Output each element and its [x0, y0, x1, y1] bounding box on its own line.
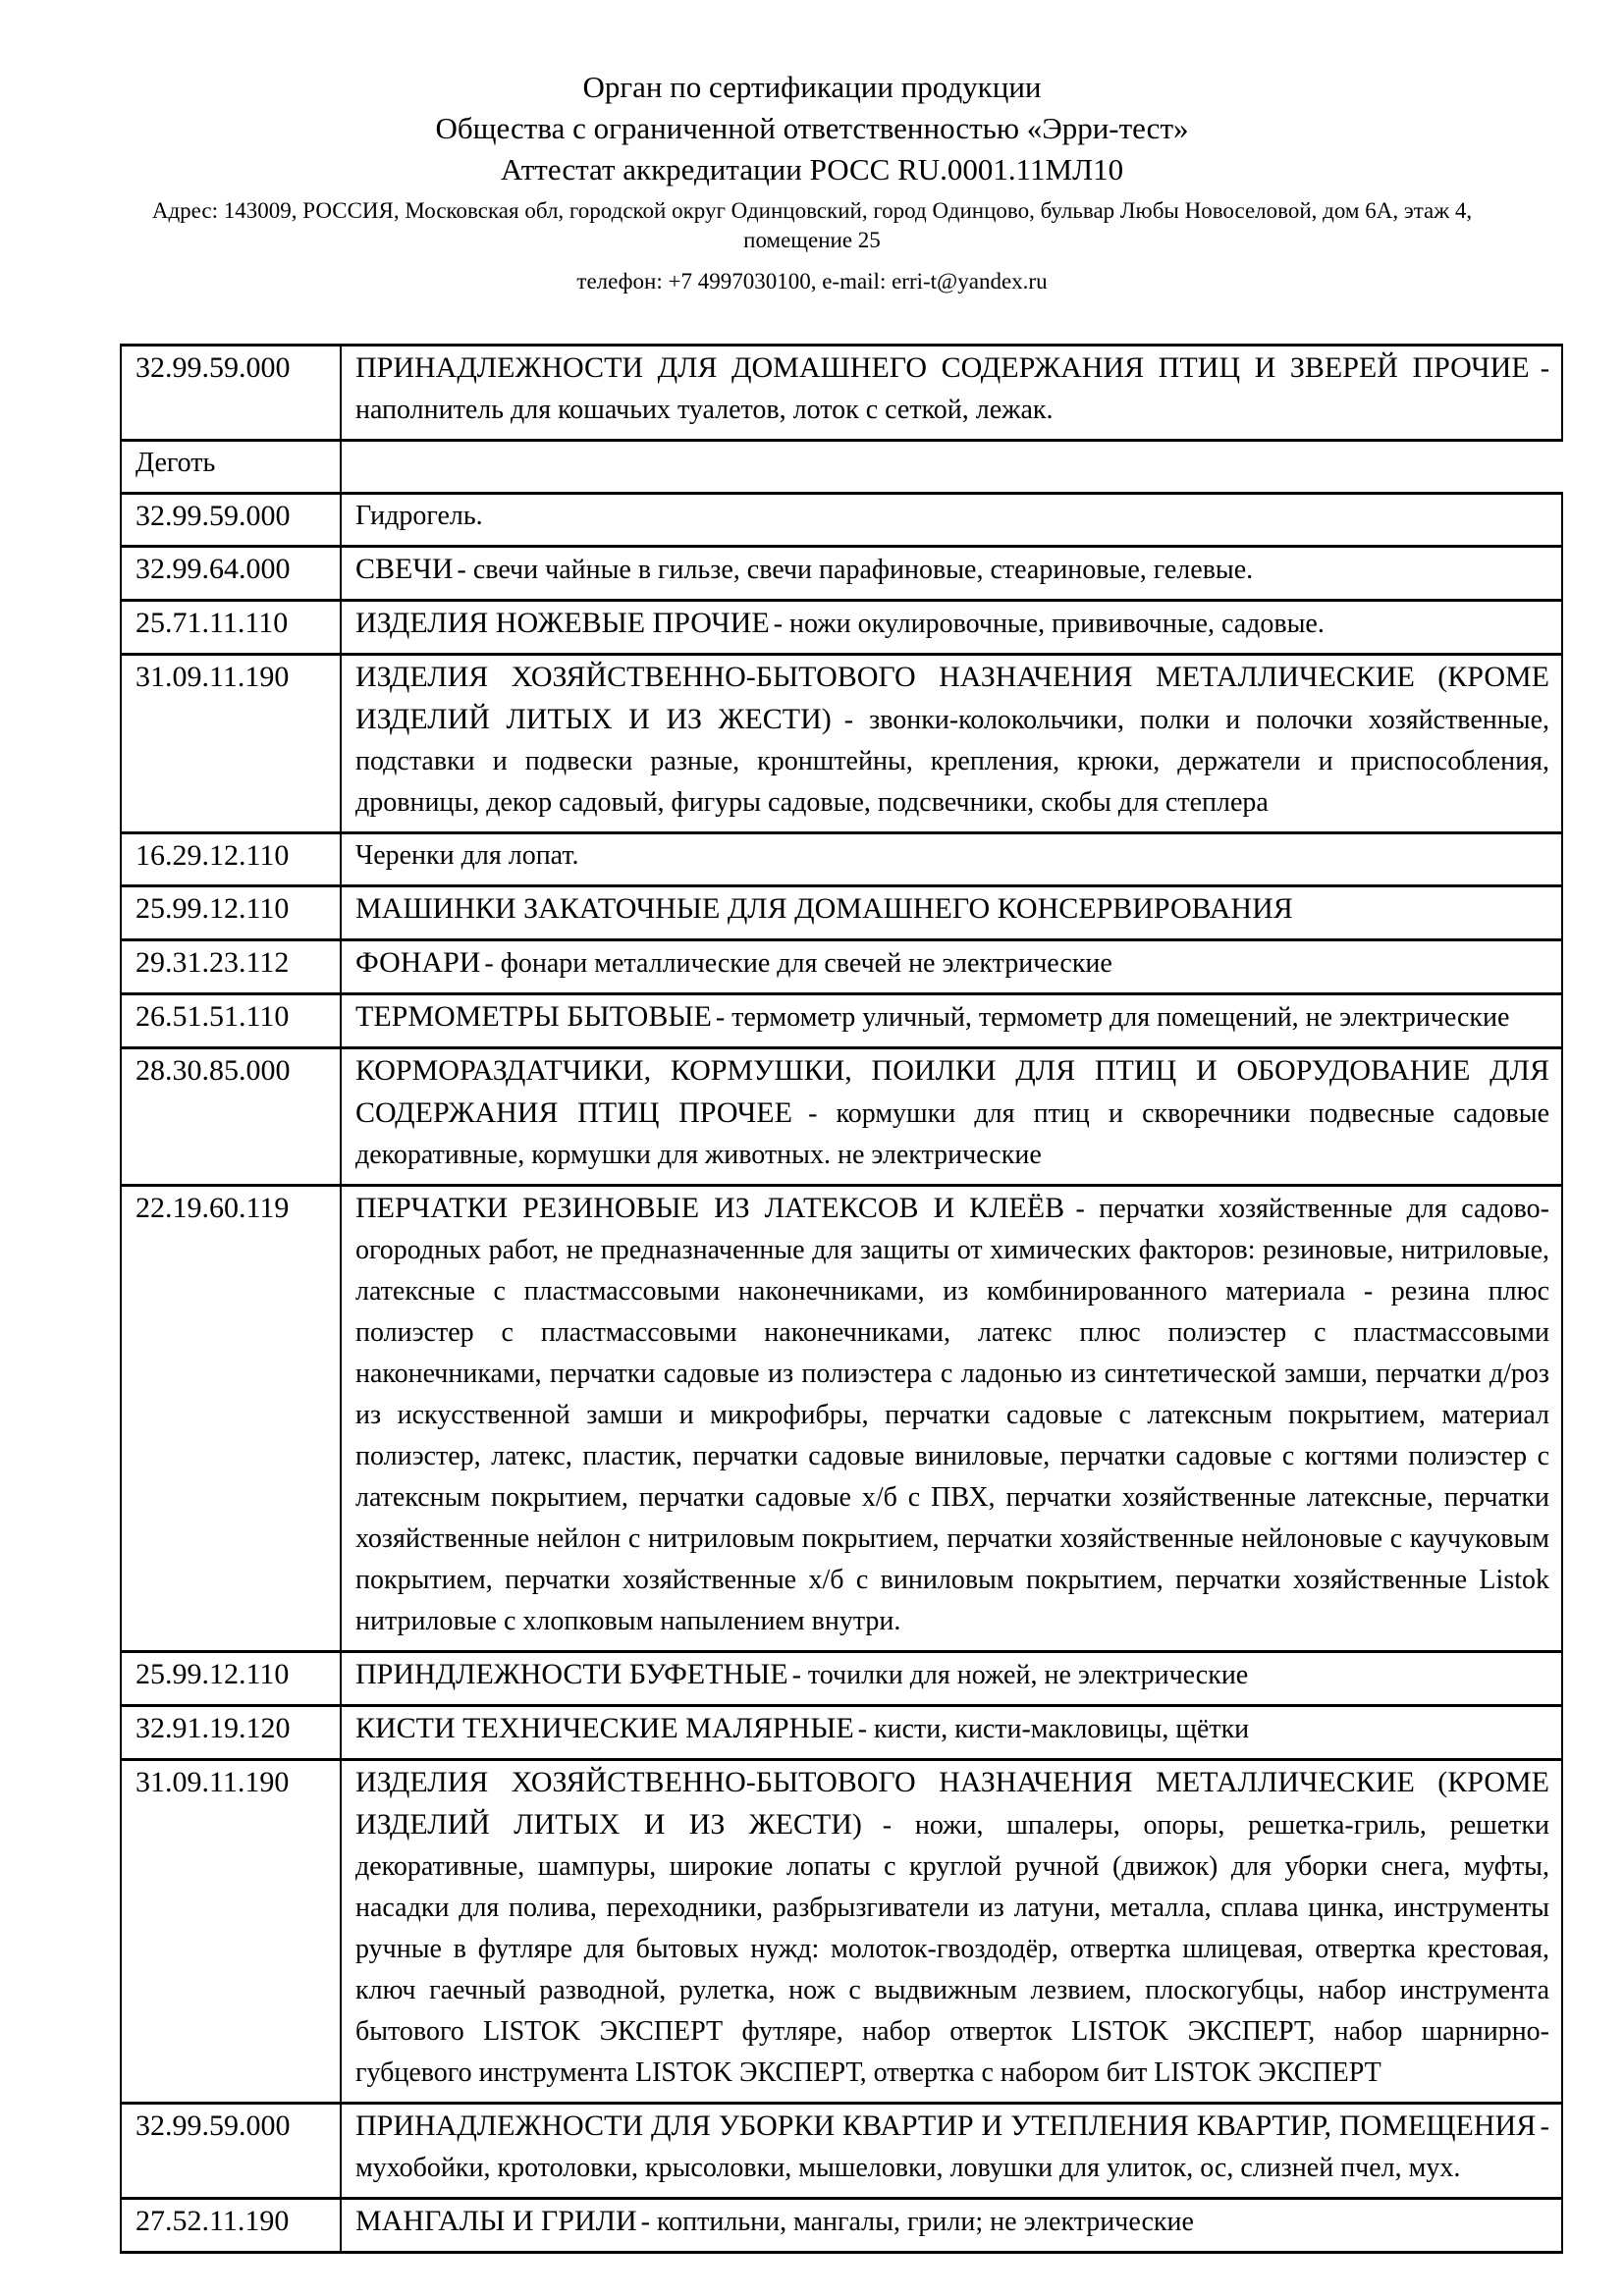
- table-row: [121, 601, 1562, 655]
- product-code-cell: 25.99.12.110: [121, 1652, 341, 1706]
- table-row: [121, 547, 1562, 601]
- table-row: [121, 1706, 1562, 1760]
- category-title: КИСТИ ТЕХНИЧЕСКИЕ МАЛЯРНЫЕ: [355, 1712, 854, 1744]
- table-row: [121, 886, 1562, 940]
- product-description-cell: [341, 994, 1562, 1048]
- document-header: [0, 0, 1624, 296]
- table-row: [121, 940, 1562, 994]
- product-description-cell: [341, 886, 1562, 940]
- product-code-cell: 29.31.23.112: [121, 940, 341, 994]
- table-row: [121, 441, 1562, 494]
- product-description-cell: [341, 494, 1562, 547]
- table-row: [121, 655, 1562, 833]
- category-description: - ножи, шпалеры, опоры, решетка-гриль, решетки декоративные, шампуры, широкие лопаты с круглой ручной (движок) для уборки снега, муфты, насадки для полива, переходники, разбрызгиватели из латуни, металла, сплава цинка, инструменты ручные в футляре для бытовых нужд: молоток-гвоздодёр, отвертка шлицевая, отвертка крестовая, ключ гаечный разводной, рулетка, нож с выдвижным лезвием, плоскогубцы, набор инструмента бытового LISTOK ЭКСПЕРТ футляре, набор отверток LISTOK ЭКСПЕРТ, набор шарнирно-губцевого инструмента LISTOK ЭКСПЕРТ, отвертка с набором бит LISTOK ЭКСПЕРТ: [355, 1810, 1549, 2088]
- product-codes-table-body: [121, 346, 1562, 2253]
- table-row: [121, 1186, 1562, 1652]
- category-description: - перчатки хозяйственные для садово-огородных работ, не предназначенные для защиты от химических факторов: резиновые, нитриловые, латексные с пластмассовыми наконечниками, из комбинированного материала - резина плюс полиэстер с пластмассовыми наконечниками, латекс плюс полиэстер с пластмассовыми наконечниками, перчатки садовые из полиэстера с ладонью из синтетической замши, перчатки д/роз из искусственной замши и микрофибры, перчатки садовые с латексным покрытием, материал полиэстер, латекс, пластик, перчатки садовые виниловые, перчатки садовые с когтями полиэстер с латексным покрытием, перчатки садовые х/б с ПВХ, перчатки хозяйственные латексные, перчатки хозяйственные нейлон с нитриловым покрытием, перчатки хозяйственные нейлоновые с каучуковым покрытием, перчатки хозяйственные х/б с виниловым покрытием, перчатки хозяйственные Listok нитриловые с хлопковым напылением внутри.: [355, 1194, 1550, 1636]
- category-description: - мухобойки, кротоловки, крысоловки, мышеловки, ловушки для улиток, ос, слизней пчел, мух.: [355, 2111, 1549, 2183]
- product-codes-table: [120, 344, 1563, 2254]
- category-description: - свечи чайные в гильзе, свечи парафиновые, стеариновые, гелевые.: [457, 555, 1254, 585]
- category-title: ПРИНАДЛЕЖНОСТИ ДЛЯ УБОРКИ КВАРТИР И УТЕПЛЕНИЯ КВАРТИР, ПОМЕЩЕНИЯ: [355, 2109, 1537, 2142]
- category-description: - звонки-колокольчики, полки и полочки хозяйственные, подставки и подвески разные, кронштейны, крепления, крюки, держатели и приспособления, дровницы, декор садовый, фигуры садовые, подсвечники, скобы для степлера: [355, 705, 1550, 818]
- category-description: - наполнитель для кошачьих туалетов, лоток с сеткой, лежак.: [355, 353, 1550, 425]
- product-code-cell: 31.09.11.190: [121, 1760, 341, 2104]
- table-row: [121, 1760, 1562, 2104]
- address-line: Адрес: 143009, РОССИЯ, Московская обл, городской округ Одинцовский, город Одинцово, бульвар Любы Новоселовой, дом 6А, этаж 4, помещение 25: [151, 198, 1473, 252]
- product-code-cell: 22.19.60.119: [121, 1186, 341, 1652]
- table-row: [121, 1652, 1562, 1706]
- product-code-cell: 32.99.64.000: [121, 547, 341, 601]
- product-description-cell: [121, 441, 341, 494]
- category-description: Деготь: [135, 448, 216, 478]
- category-description: Черенки для лопат.: [355, 840, 579, 871]
- table-row: [121, 346, 1562, 441]
- product-code-cell: 25.71.11.110: [121, 601, 341, 655]
- org-name-line2: Общества с ограниченной ответственностью «Эрри-тест»: [435, 111, 1189, 145]
- category-title: ПЕРЧАТКИ РЕЗИНОВЫЕ ИЗ ЛАТЕКСОВ И КЛЕЁВ: [355, 1192, 1065, 1224]
- category-description: - термометр уличный, термометр для помещений, не электрические: [715, 1002, 1510, 1033]
- category-title: МАНГАЛЫ И ГРИЛИ: [355, 2205, 637, 2237]
- product-description-cell: [341, 601, 1562, 655]
- product-code-cell: 28.30.85.000: [121, 1048, 341, 1186]
- product-code-cell: 32.99.59.000: [121, 2104, 341, 2199]
- table-row: [121, 994, 1562, 1048]
- product-description-cell: [341, 655, 1562, 833]
- product-description-cell: [341, 1706, 1562, 1760]
- table-row: [121, 2104, 1562, 2199]
- category-description: - ножи окулировочные, прививочные, садовые.: [773, 609, 1325, 639]
- category-title: КОРМОРАЗДАТЧИКИ, КОРМУШКИ, ПОИЛКИ ДЛЯ ПТИЦ И ОБОРУДОВАНИЕ ДЛЯ СОДЕРЖАНИЯ ПТИЦ ПРОЧЕЕ: [355, 1054, 1549, 1129]
- category-title: ПРИНАДЛЕЖНОСТИ ДЛЯ ДОМАШНЕГО СОДЕРЖАНИЯ ПТИЦ И ЗВЕРЕЙ ПРОЧИЕ: [355, 351, 1530, 384]
- category-title: ИЗДЕЛИЯ ХОЗЯЙСТВЕННО-БЫТОВОГО НАЗНАЧЕНИЯ МЕТАЛЛИЧЕСКИЕ (КРОМЕ ИЗДЕЛИЙ ЛИТЫХ И ИЗ ЖЕСТИ): [355, 661, 1549, 735]
- product-description-cell: [341, 1048, 1562, 1186]
- category-title: ИЗДЕЛИЯ ХОЗЯЙСТВЕННО-БЫТОВОГО НАЗНАЧЕНИЯ МЕТАЛЛИЧЕСКИЕ (КРОМЕ ИЗДЕЛИЙ ЛИТЫХ И ИЗ ЖЕСТИ): [355, 1766, 1549, 1841]
- category-title: ИЗДЕЛИЯ НОЖЕВЫЕ ПРОЧИЕ: [355, 607, 770, 639]
- product-code-cell: 32.91.19.120: [121, 1706, 341, 1760]
- category-description: Гидрогель.: [355, 501, 483, 531]
- product-code-cell: 32.99.59.000: [121, 346, 341, 441]
- product-description-cell: [341, 833, 1562, 886]
- product-code-cell: 26.51.51.110: [121, 994, 341, 1048]
- category-title: ФОНАРИ: [355, 946, 481, 979]
- category-title: СВЕЧИ: [355, 553, 454, 585]
- accreditation-line: Аттестат аккредитации РОСС RU.0001.11МЛ10: [500, 152, 1124, 187]
- product-description-cell: [341, 2199, 1562, 2253]
- category-title: ПРИНДЛЕЖНОСТИ БУФЕТНЫЕ: [355, 1658, 788, 1690]
- table-row: [121, 1048, 1562, 1186]
- product-code-cell: 16.29.12.110: [121, 833, 341, 886]
- product-description-cell: [341, 2104, 1562, 2199]
- table-row: [121, 833, 1562, 886]
- category-description: - точилки для ножей, не электрические: [791, 1660, 1249, 1690]
- product-description-cell: [341, 346, 1562, 441]
- product-code-cell: 32.99.59.000: [121, 494, 341, 547]
- category-description: - фонари металлические для свечей не электрические: [484, 948, 1112, 979]
- table-row: [121, 2199, 1562, 2253]
- table-row: [121, 494, 1562, 547]
- category-description: - кормушки для птиц и скворечники подвесные садовые декоративные, кормушки для животных. не электрические: [355, 1098, 1550, 1170]
- product-description-cell: [341, 547, 1562, 601]
- org-name-line1: Орган по сертификации продукции: [582, 70, 1042, 104]
- category-description: - коптильни, мангалы, грили; не электрические: [640, 2207, 1194, 2237]
- category-description: - кисти, кисти-макловицы, щётки: [857, 1714, 1250, 1744]
- product-code-cell: 27.52.11.190: [121, 2199, 341, 2253]
- product-description-cell: [341, 1760, 1562, 2104]
- product-description-cell: [341, 1652, 1562, 1706]
- product-description-cell: [341, 940, 1562, 994]
- category-title: ТЕРМОМЕТРЫ БЫТОВЫЕ: [355, 1000, 712, 1033]
- product-code-cell: 31.09.11.190: [121, 655, 341, 833]
- product-description-cell: [341, 1186, 1562, 1652]
- contact-line: телефон: +7 4997030100, e-mail: erri-t@yandex.ru: [576, 269, 1048, 294]
- product-code-cell: 25.99.12.110: [121, 886, 341, 940]
- category-title: МАШИНКИ ЗАКАТОЧНЫЕ ДЛЯ ДОМАШНЕГО КОНСЕРВИРОВАНИЯ: [355, 892, 1293, 925]
